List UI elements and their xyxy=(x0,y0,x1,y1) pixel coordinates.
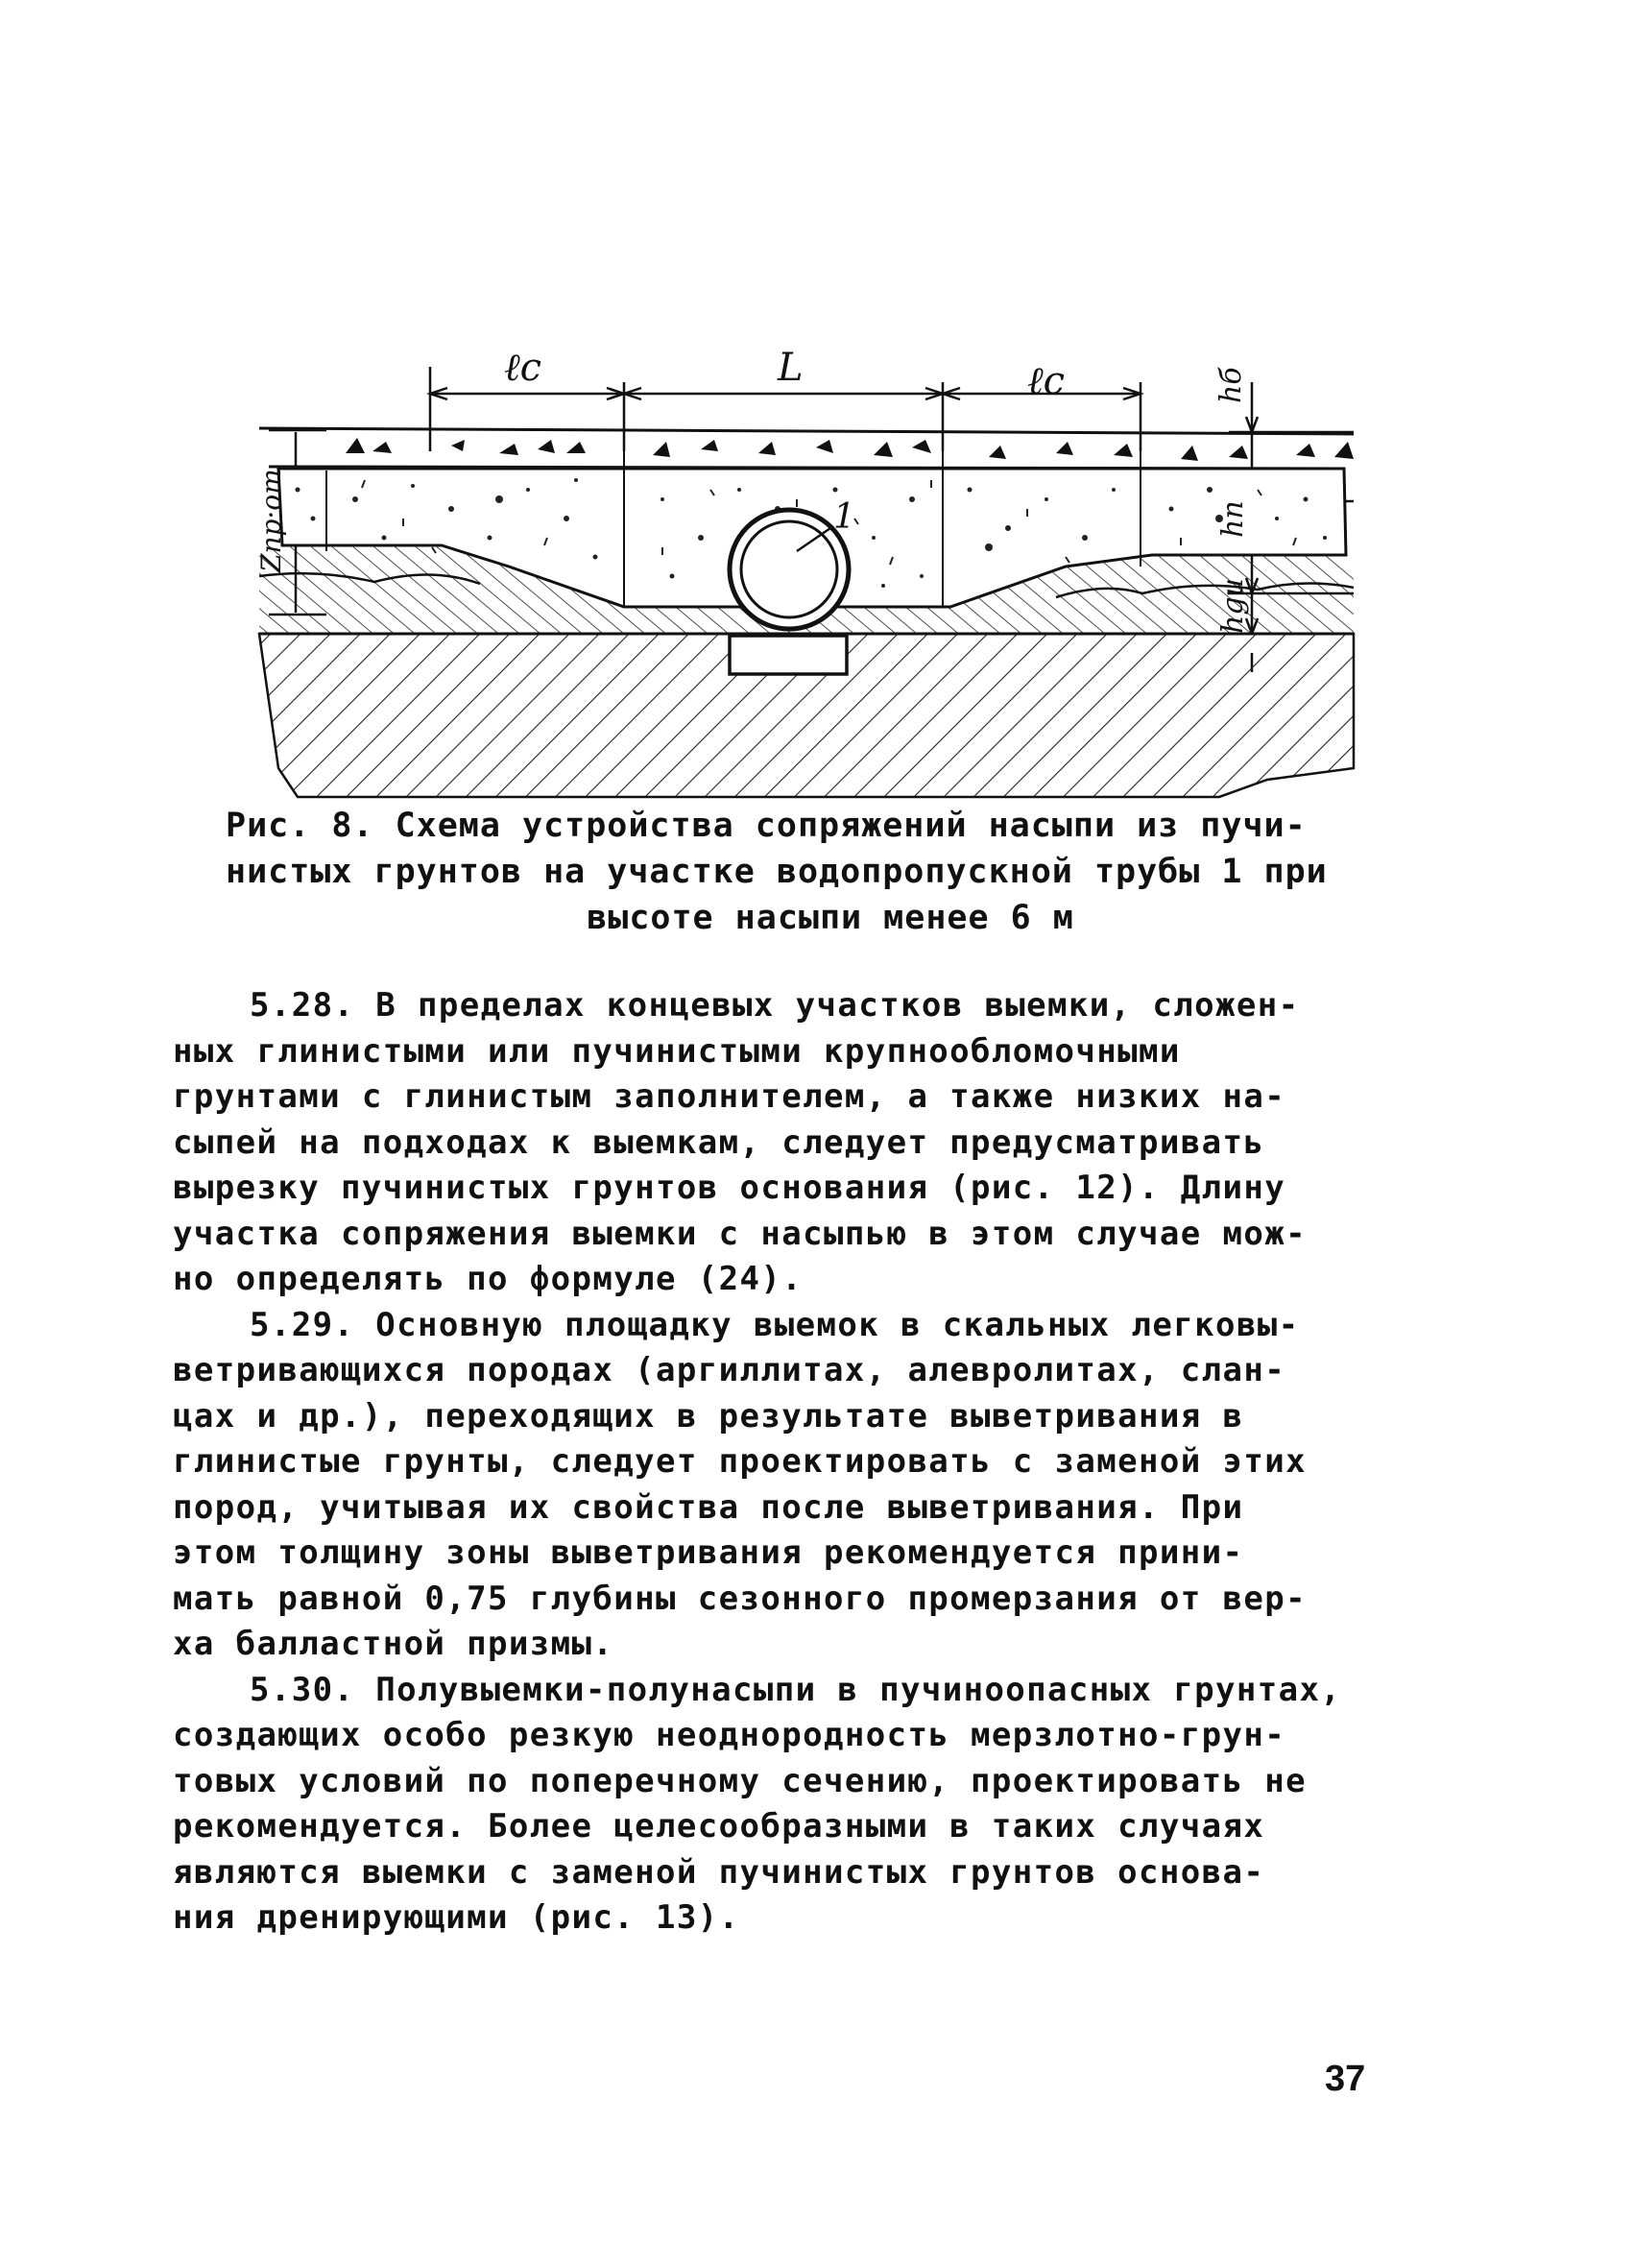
text-line: товых условий по поперечному сечению, проектировать не xyxy=(173,1761,1307,1800)
caption-line: нистых грунтов на участке водопропускной трубы 1 при xyxy=(226,853,1328,891)
text-line: 5.29. Основную площадку выемок в скальных легковы- xyxy=(250,1305,1300,1344)
paragraph-5-29 xyxy=(173,1303,1478,1668)
text-line: мать равной 0,75 глубины сезонного промерзания от вер- xyxy=(173,1579,1307,1618)
text-line: вырезку пучинистых грунтов основания (рис. 12). Длину xyxy=(173,1169,1286,1207)
text-line: глинистые грунты, следует проектировать с заменой этих xyxy=(173,1442,1307,1481)
caption-line: высоте насыпи менее 6 м xyxy=(587,899,1074,937)
text-line: рекомендуется. Более целесообразными в таких случаях xyxy=(173,1807,1265,1846)
page-number: 37 xyxy=(1325,2059,1366,2099)
ballast-layer xyxy=(259,428,1354,469)
label-z: Zпр·от xyxy=(255,469,287,572)
label-lc-right: ℓc xyxy=(1027,359,1066,403)
text-line: ветривающихся породах (аргиллитах, алевролитах, слан- xyxy=(173,1351,1286,1389)
text-line: ных глинистыми или пучинистыми крупнообломочными xyxy=(173,1031,1181,1071)
culvert-pipe xyxy=(730,497,855,674)
text-line: являются выемки с заменой пучинистых грунтов основа- xyxy=(173,1852,1265,1892)
text-line: этом толщину зоны выветривания рекомендуется прини- xyxy=(173,1533,1244,1572)
label-hgu: hgu xyxy=(1216,578,1250,634)
text-line: но определять по формуле (24). xyxy=(173,1260,804,1298)
text-line: грунтами с глинистым заполнителем, а также низких на- xyxy=(173,1077,1286,1116)
text-line: сыпей на подходах к выемкам, следует предусматривать xyxy=(173,1122,1265,1162)
embankment-culvert-diagram xyxy=(255,346,1373,797)
label-lc-left: ℓc xyxy=(504,346,542,390)
label-hn: hn xyxy=(1216,500,1250,538)
label-hb: hб xyxy=(1214,367,1248,403)
figure-caption xyxy=(226,803,1474,941)
caption-line: Рис. 8. Схема устройства сопряжений насыпи из пучи- xyxy=(226,807,1307,845)
text-line: цах и др.), переходящих в результате выветривания в xyxy=(173,1396,1244,1436)
callout-1: 1 xyxy=(833,497,855,537)
paragraph-5-28 xyxy=(173,983,1478,1303)
body-text xyxy=(173,983,1478,1942)
text-line: пород, учитывая их свойства после выветривания. При xyxy=(173,1487,1244,1527)
text-line: 5.28. В пределах концевых участков выемки, сложен- xyxy=(250,986,1300,1025)
text-line: создающих особо резкую неоднородность мерзлотно-грун- xyxy=(173,1716,1286,1754)
text-line: участка сопряжения выемки с насыпью в этом случае мож- xyxy=(173,1214,1307,1253)
label-L: L xyxy=(778,346,804,390)
text-line: ния дренирующими (рис. 13). xyxy=(173,1898,740,1937)
paragraph-5-30 xyxy=(173,1668,1478,1942)
text-line: 5.30. Полувыемки-полунасыпи в пучиноопасных грунтах, xyxy=(250,1670,1342,1709)
text-line: ха балластной призмы. xyxy=(173,1625,614,1663)
